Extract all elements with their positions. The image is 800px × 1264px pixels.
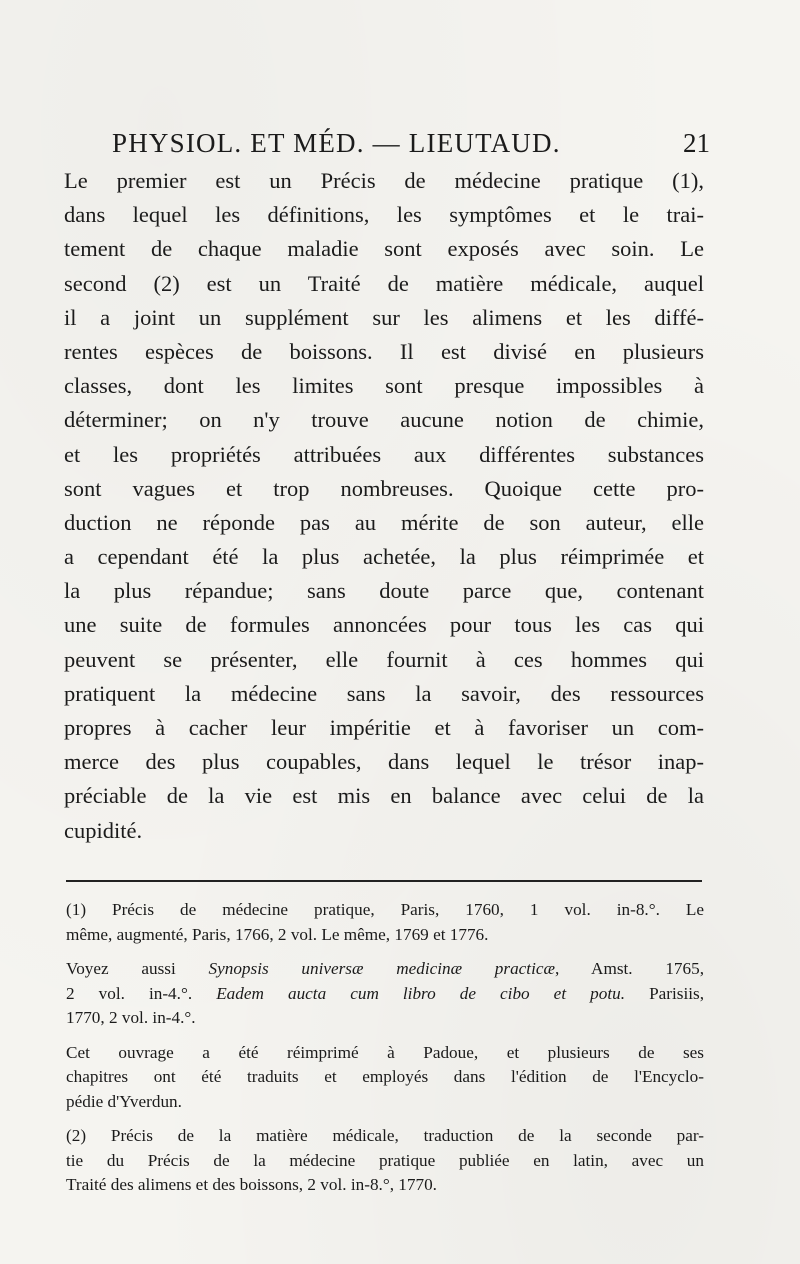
footnote-line: 2 vol. in-4.°. Eadem aucta cum libro de cibo et potu. Parisiis, xyxy=(66,983,704,1003)
footnote-line: chapitres ont été traduits et employés dans l'édition de l'Encyclo- xyxy=(66,1067,704,1086)
running-title: PHYSIOL. ET MÉD. — LIEUTAUD. xyxy=(112,128,561,158)
footnote-1-padoue xyxy=(66,1041,704,1115)
footnote-separator xyxy=(66,880,702,882)
footnote-line: 1770, 2 vol. in-4.°. xyxy=(66,1008,196,1027)
text-line: rentes espèces de boissons. Il est divisé en plusieurs xyxy=(64,338,704,364)
text-line: il a joint un supplément sur les alimens et les diffé- xyxy=(64,304,704,330)
footnote-line: Traité des alimens et des boissons, 2 vol. in-8.°, 1770. xyxy=(66,1175,437,1194)
text-line: Le premier est un Précis de médecine pratique (1), xyxy=(64,168,704,193)
text-line: classes, dont les limites sont presque impossibles à xyxy=(64,373,704,399)
text-line: propres à cacher leur impéritie et à favoriser un com- xyxy=(64,715,704,740)
text-line: cupidité. xyxy=(64,817,143,843)
footnote-2 xyxy=(66,1124,704,1198)
main-text xyxy=(64,164,704,848)
footnote-1-synopsis xyxy=(66,957,704,1031)
footnote-line: tie du Précis de la médecine pratique publiée en latin, avec un xyxy=(66,1150,704,1170)
footnote-line: Cet ouvrage a été réimprimé à Padoue, et plusieurs de ses xyxy=(66,1042,704,1062)
text-line: tement de chaque maladie sont exposés avec soin. Le xyxy=(64,236,704,262)
footnote-line: (2) Précis de la matière médicale, traduction de la seconde par- xyxy=(66,1126,704,1145)
footnotes xyxy=(66,898,704,1198)
text-line: la plus répandue; sans doute parce que, contenant xyxy=(64,578,704,604)
footnote-line: Voyez aussi Synopsis universæ medicinæ practicæ, Amst. 1765, xyxy=(66,959,705,978)
text-line: déterminer; on n'y trouve aucune notion de chimie, xyxy=(64,407,704,433)
footnote-line: (1) Précis de médecine pratique, Paris, 1760, 1 vol. in-8.°. Le xyxy=(66,900,704,919)
running-head xyxy=(112,128,710,168)
text-line: préciable de la vie est mis en balance avec celui de la xyxy=(64,783,704,809)
text-line: second (2) est un Traité de matière médicale, auquel xyxy=(64,270,704,296)
text-line: une suite de formules annoncées pour tous les cas qui xyxy=(64,612,704,638)
footnote-line: même, augmenté, Paris, 1766, 2 vol. Le même, 1769 et 1776. xyxy=(66,924,489,944)
text-line: peuvent se présenter, elle fournit à ces hommes qui xyxy=(64,646,704,672)
text-line: sont vagues et trop nombreuses. Quoique cette pro- xyxy=(64,475,704,501)
page-number: 21 xyxy=(683,128,710,158)
text-line: a cependant été la plus achetée, la plus réimprimée et xyxy=(64,544,704,570)
text-line: et les propriétés attribuées aux différentes substances xyxy=(64,441,704,467)
text-line: duction ne réponde pas au mérite de son auteur, elle xyxy=(64,509,704,535)
footnote-1 xyxy=(66,898,704,947)
text-line: merce des plus coupables, dans lequel le trésor inap- xyxy=(64,749,704,775)
footnote-line: pédie d'Yverdun. xyxy=(66,1091,182,1111)
text-line: pratiquent la médecine sans la savoir, des ressources xyxy=(64,680,704,706)
text-line: dans lequel les définitions, les symptômes et le trai- xyxy=(64,202,704,228)
